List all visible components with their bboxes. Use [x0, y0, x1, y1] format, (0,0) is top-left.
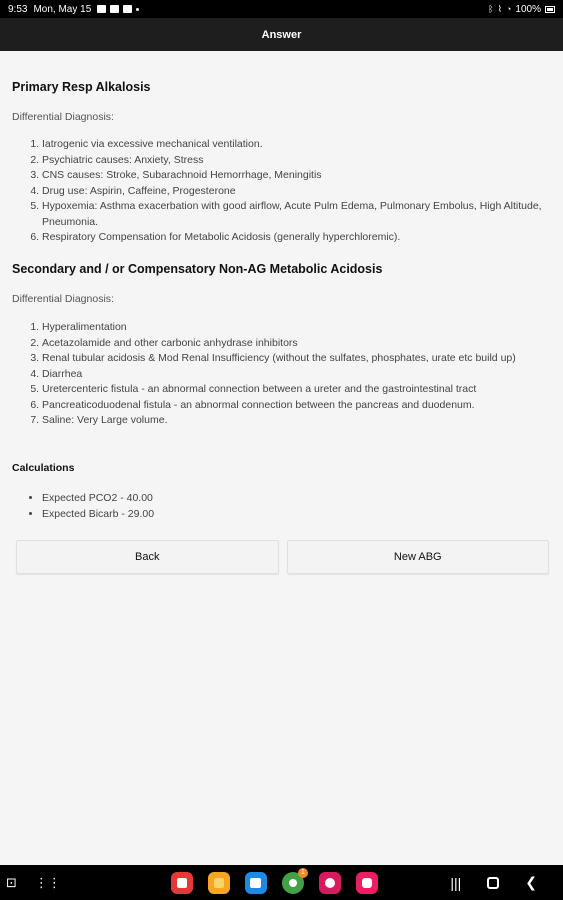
list-item: 2. Psychiatric causes: Anxiety, Stress: [42, 153, 552, 169]
list-item: 1. Iatrogenic via excessive mechanical ventilation.: [42, 137, 552, 153]
list-item: 4. Drug use: Aspirin, Caffeine, Progesterone: [42, 184, 552, 200]
battery-icon: [545, 6, 555, 13]
list-item: 4. Diarrhea: [42, 367, 552, 383]
answer-content: [0, 51, 563, 865]
wifi-icon: ◔: [505, 4, 512, 14]
list-item: 1. Hyperalimentation: [42, 320, 552, 336]
home-icon[interactable]: [487, 877, 499, 889]
more-notifications-icon: [136, 8, 139, 11]
flipboard-app-icon[interactable]: [171, 872, 193, 894]
list-item: 6. Pancreaticoduodenal fistula - an abnormal connection between the pancreas and duodenum.: [42, 398, 552, 414]
status-time: 9:53: [8, 3, 28, 15]
new-abg-button[interactable]: New ABG: [287, 540, 550, 574]
back-button[interactable]: Back: [16, 540, 279, 574]
navigation-bar: [0, 865, 563, 900]
page-title: Answer: [261, 28, 302, 41]
camera-app-icon[interactable]: [356, 872, 378, 894]
section-subhead: Differential Diagnosis:: [12, 293, 114, 305]
bluetooth-icon: ᛒ: [488, 4, 494, 14]
list-item: 5. Uretercenteric fistula - an abnormal connection between a ureter and the gastrointestinal tract: [42, 382, 552, 398]
status-date: Mon, May 15: [33, 3, 92, 15]
app-bar: [0, 18, 563, 51]
list-item: 6. Respiratory Compensation for Metabolic Acidosis (generally hyperchloremic).: [42, 230, 552, 246]
m-notification-icon: [123, 5, 132, 13]
diagnosis-list: [12, 137, 552, 246]
status-bar: [0, 0, 563, 18]
section-title: Primary Resp Alkalosis: [12, 80, 151, 94]
list-item: 2. Acetazolamide and other carbonic anhydrase inhibitors: [42, 336, 552, 352]
taskbar-apps: [171, 869, 378, 894]
back-icon[interactable]: ❮: [525, 874, 537, 890]
accessibility-icon[interactable]: ⊡: [6, 874, 17, 890]
calculation-item: • Expected PCO2 - 40.00: [42, 491, 552, 507]
section-subhead: Differential Diagnosis:: [12, 111, 114, 123]
calculations-list: [12, 491, 552, 522]
list-item: 3. CNS causes: Stroke, Subarachnoid Hemorrhage, Meningitis: [42, 168, 552, 184]
calendar-app-icon[interactable]: [245, 872, 267, 894]
calculations-title: Calculations: [12, 462, 75, 474]
mute-icon: ⌇: [497, 3, 502, 14]
files-app-icon[interactable]: [208, 872, 230, 894]
list-item: 5. Hypoxemia: Asthma exacerbation with good airflow, Acute Pulm Edema, Pulmonary Embolus, High Altitude, Pneumonia.: [42, 199, 552, 230]
diagnosis-list: [12, 320, 552, 429]
flower-app-icon[interactable]: [319, 872, 341, 894]
calculation-item: • Expected Bicarb - 29.00: [42, 507, 552, 523]
list-item: 3. Renal tubular acidosis & Mod Renal Insufficiency (without the sulfates, phosphates, urate etc build up): [42, 351, 552, 367]
games-app-icon[interactable]: [282, 869, 305, 894]
recent-apps-icon[interactable]: |||: [450, 874, 462, 891]
battery-percent: 100%: [515, 3, 541, 15]
notification-badge: 1: [298, 868, 308, 878]
app-drawer-icon[interactable]: ⋮⋮: [34, 874, 61, 890]
gallery-notification-icon: [97, 5, 106, 13]
mail-notification-icon: [110, 5, 119, 13]
button-row: [16, 540, 549, 574]
list-item: 7. Saline: Very Large volume.: [42, 413, 552, 429]
section-title: Secondary and / or Compensatory Non-AG Metabolic Acidosis: [12, 262, 383, 276]
